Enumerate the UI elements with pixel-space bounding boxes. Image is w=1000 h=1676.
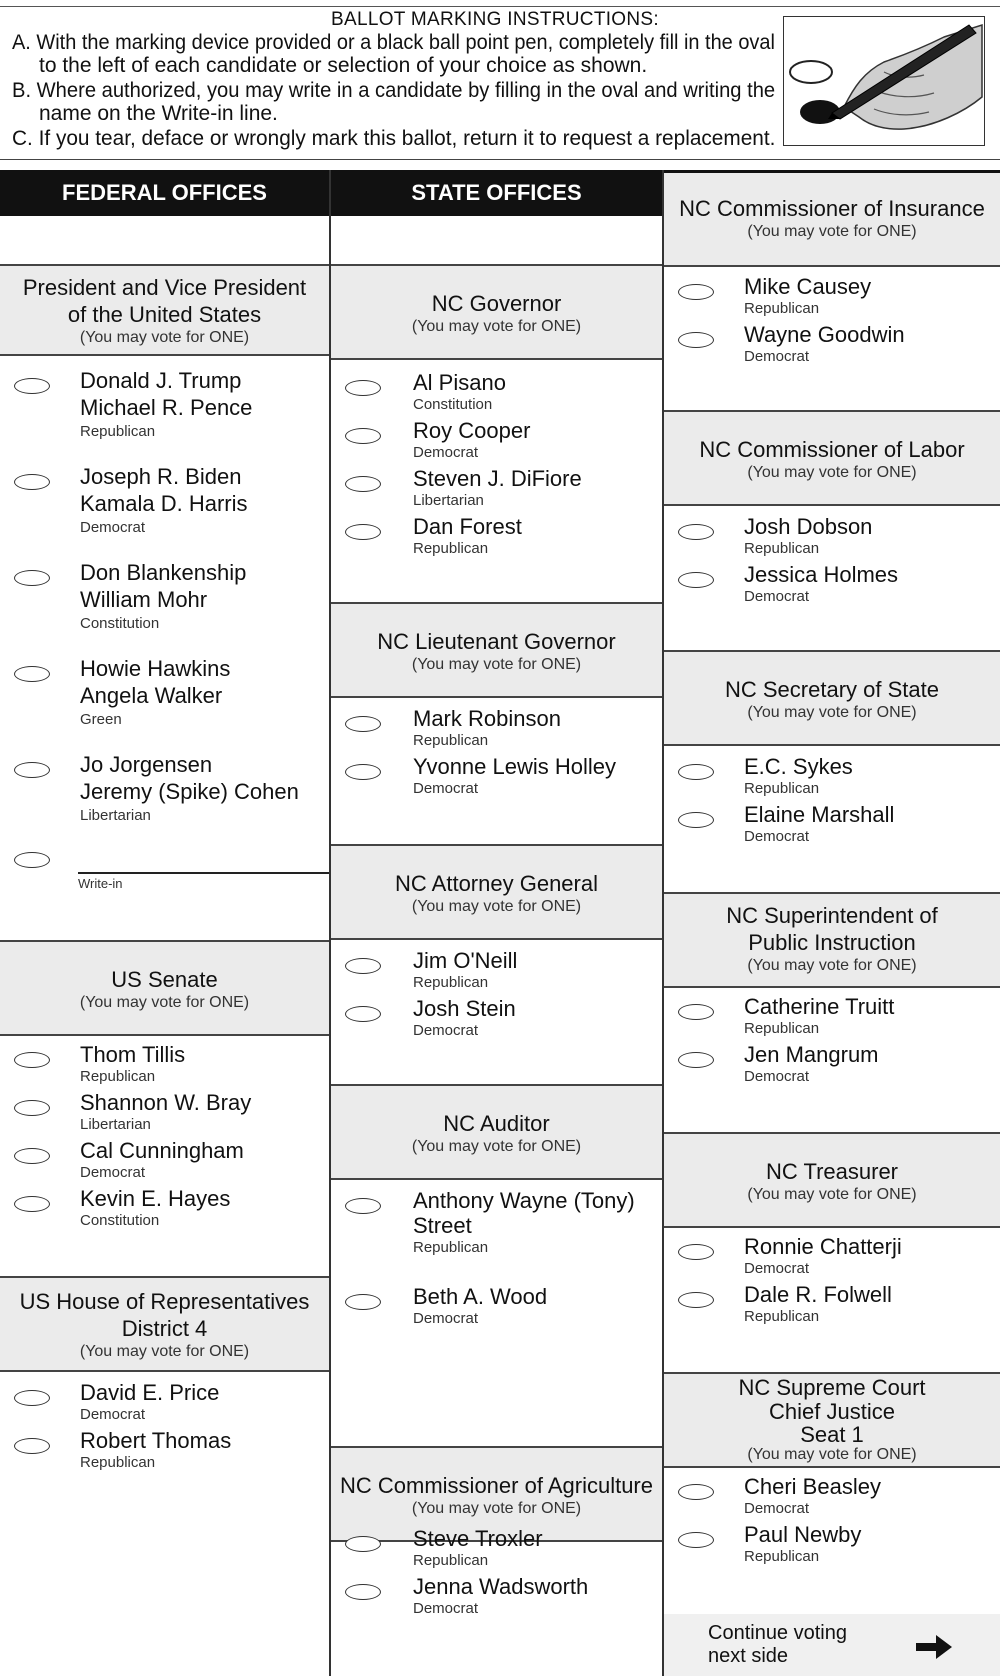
candidate-name: Mark Robinson <box>413 706 561 731</box>
vote-instruction: (You may vote for ONE) <box>747 1186 917 1203</box>
race-title: Public Instruction <box>748 930 916 955</box>
race-title: NC Commissioner of Labor <box>699 437 965 462</box>
candidate-name: Howie Hawkins <box>80 656 231 681</box>
vote-oval[interactable] <box>678 764 714 780</box>
candidate-party: Constitution <box>80 1212 160 1229</box>
marking-instructions <box>0 0 1000 160</box>
candidate-president-blankenship <box>0 560 329 650</box>
candidate-party: Constitution <box>413 396 493 413</box>
candidate-party: Democrat <box>80 519 146 536</box>
candidate-name: Jo Jorgensen <box>80 752 213 777</box>
race-header-president <box>0 264 329 356</box>
race-header-supreme-court <box>664 1372 1000 1468</box>
writein-president <box>0 848 329 908</box>
vote-oval[interactable] <box>345 764 381 780</box>
vote-oval[interactable] <box>678 812 714 828</box>
candidate-name: Jessica Holmes <box>744 562 899 587</box>
vote-instruction: (You may vote for ONE) <box>411 656 582 673</box>
candidate-labor-holmes <box>664 562 1000 608</box>
marking-illustration <box>783 16 985 146</box>
candidate-party: Republican <box>413 1239 489 1256</box>
candidate-superintendent-truitt <box>664 994 1000 1040</box>
candidate-lt-governor-holley <box>331 754 662 800</box>
candidate-name: Thom Tillis <box>80 1042 186 1067</box>
candidate-agriculture-wadsworth <box>331 1574 662 1620</box>
vote-instruction: (You may vote for ONE) <box>411 1138 582 1155</box>
candidate-name: Dan Forest <box>413 514 522 539</box>
race-title: NC Commissioner of Insurance <box>679 196 985 221</box>
federal-offices-header: FEDERAL OFFICES <box>0 170 329 216</box>
race-title: US Senate <box>111 967 218 992</box>
vote-oval[interactable] <box>345 524 381 540</box>
candidate-name: Steven J. DiFiore <box>413 466 582 491</box>
candidate-name: Jen Mangrum <box>744 1042 879 1067</box>
candidate-supreme-court-beasley <box>664 1474 1000 1520</box>
candidate-name: Ronnie Chatterji <box>744 1234 902 1259</box>
race-header-secretary-of-state <box>664 650 1000 746</box>
vote-oval[interactable] <box>345 380 381 396</box>
candidate-party: Constitution <box>80 615 160 632</box>
candidate-party: Republican <box>744 1020 820 1037</box>
vote-oval[interactable] <box>678 1484 714 1500</box>
candidate-party: Republican <box>413 974 489 991</box>
state-offices-header: STATE OFFICES <box>331 170 662 216</box>
candidate-auditor-wood <box>331 1284 662 1330</box>
candidate-name: Street <box>413 1213 472 1238</box>
instruction-line-a-cont: to the left of each candidate or selection of your choice as shown. <box>39 54 648 77</box>
continue-text <box>708 1622 888 1668</box>
candidate-party: Republican <box>744 1548 820 1565</box>
continue-voting-notice <box>664 1614 1000 1676</box>
candidate-name: Jenna Wadsworth <box>413 1574 589 1599</box>
top-rule <box>0 6 1000 7</box>
candidate-president-jorgensen <box>0 752 329 842</box>
race-title: NC Attorney General <box>395 871 598 896</box>
race-title: District 4 <box>121 1316 208 1341</box>
state-offices-column <box>329 170 662 1676</box>
vote-instruction: (You may vote for ONE) <box>79 994 250 1011</box>
vote-oval[interactable] <box>14 762 50 778</box>
candidate-superintendent-mangrum <box>664 1042 1000 1088</box>
race-header-senate <box>0 940 329 1036</box>
vote-oval[interactable] <box>14 1100 50 1116</box>
vote-oval[interactable] <box>345 1006 381 1022</box>
race-title: Chief Justice <box>769 1399 895 1424</box>
right-arrow-icon <box>914 1632 954 1662</box>
candidate-party: Republican <box>80 1068 156 1085</box>
candidate-name: Wayne Goodwin <box>744 322 905 347</box>
candidate-name: Michael R. Pence <box>80 395 253 420</box>
candidate-name: Cheri Beasley <box>744 1474 881 1499</box>
writein-line[interactable] <box>78 872 330 874</box>
vote-instruction: (You may vote for ONE) <box>79 329 250 346</box>
candidate-president-hawkins <box>0 656 329 746</box>
candidate-house-price <box>0 1380 329 1426</box>
race-title: NC Auditor <box>443 1111 550 1136</box>
candidate-party: Libertarian <box>80 807 151 824</box>
instructions-title: BALLOT MARKING INSTRUCTIONS: <box>331 9 659 30</box>
candidate-labor-dobson <box>664 514 1000 560</box>
candidate-name: Kevin E. Hayes <box>80 1186 231 1211</box>
candidate-party: Republican <box>744 540 820 557</box>
race-header-attorney-general <box>331 844 662 940</box>
vote-instruction: (You may vote for ONE) <box>747 1446 917 1463</box>
candidate-party: Democrat <box>744 1260 810 1277</box>
candidate-sos-sykes <box>664 754 1000 800</box>
candidate-party: Republican <box>80 1454 156 1471</box>
vote-oval[interactable] <box>345 716 381 732</box>
vote-oval[interactable] <box>678 1244 714 1260</box>
candidate-name: Steve Troxler <box>413 1526 543 1551</box>
vote-instruction: (You may vote for ONE) <box>411 1500 582 1517</box>
candidate-party: Democrat <box>413 780 479 797</box>
candidate-party: Republican <box>413 540 489 557</box>
vote-oval[interactable] <box>14 1390 50 1406</box>
candidate-party: Libertarian <box>413 492 484 509</box>
vote-oval[interactable] <box>14 666 50 682</box>
vote-instruction: (You may vote for ONE) <box>747 957 917 974</box>
race-header-governor <box>331 264 662 360</box>
vote-oval[interactable] <box>345 428 381 444</box>
race-title: US House of Representatives <box>19 1289 310 1314</box>
candidate-party: Republican <box>744 1308 820 1325</box>
candidate-party: Democrat <box>413 1310 479 1327</box>
candidate-name: Don Blankenship <box>80 560 247 585</box>
candidate-name: Catherine Truitt <box>744 994 895 1019</box>
vote-oval[interactable] <box>678 1292 714 1308</box>
candidate-party: Democrat <box>413 444 479 461</box>
candidate-governor-forest <box>331 514 662 560</box>
candidate-president-trump <box>0 368 329 458</box>
writein-label: Write-in <box>78 876 123 891</box>
vote-instruction: (You may vote for ONE) <box>79 1343 250 1360</box>
candidate-name: Josh Stein <box>413 996 516 1021</box>
candidate-party: Republican <box>413 1552 489 1569</box>
vote-instruction: (You may vote for ONE) <box>747 704 917 721</box>
candidate-party: Democrat <box>413 1600 479 1617</box>
race-title: President and Vice President <box>22 275 307 300</box>
candidate-president-biden <box>0 464 329 554</box>
candidate-name: Jeremy (Spike) Cohen <box>80 779 299 804</box>
candidate-treasurer-chatterji <box>664 1234 1000 1280</box>
vote-oval[interactable] <box>14 378 50 394</box>
candidate-party: Libertarian <box>80 1116 151 1133</box>
candidate-name: E.C. Sykes <box>744 754 853 779</box>
race-title: NC Secretary of State <box>725 677 939 702</box>
race-header-labor <box>664 410 1000 506</box>
race-title: NC Treasurer <box>765 1159 899 1184</box>
candidate-name: Elaine Marshall <box>744 802 895 827</box>
candidate-party: Green <box>80 711 122 728</box>
candidate-sos-marshall <box>664 802 1000 848</box>
instruction-line-c: C. If you tear, deface or wrongly mark this ballot, return it to request a replacement. <box>12 127 776 150</box>
candidate-name: Cal Cunningham <box>80 1138 244 1163</box>
vote-oval[interactable] <box>345 1536 381 1552</box>
state-offices-column-2 <box>662 170 1000 1676</box>
federal-offices-column <box>0 170 329 1676</box>
continue-line-1: Continue voting <box>708 1622 847 1644</box>
candidate-house-thomas <box>0 1428 329 1474</box>
candidate-party: Democrat <box>413 1022 479 1039</box>
race-header-auditor <box>331 1084 662 1180</box>
race-title: of the United States <box>67 302 262 327</box>
candidate-name: Jim O'Neill <box>413 948 518 973</box>
candidate-party: Democrat <box>744 828 810 845</box>
race-title: NC Superintendent of <box>726 903 938 928</box>
race-header-house <box>0 1276 329 1372</box>
vote-oval[interactable] <box>345 1294 381 1310</box>
vote-oval[interactable] <box>345 1198 381 1214</box>
vote-oval[interactable] <box>14 570 50 586</box>
candidate-name: Dale R. Folwell <box>744 1282 892 1307</box>
instruction-line-b: B. Where authorized, you may write in a candidate by filling in the oval and writing the <box>12 79 776 102</box>
vote-oval[interactable] <box>678 332 714 348</box>
candidate-name: Angela Walker <box>80 683 223 708</box>
race-header-superintendent <box>664 892 1000 988</box>
candidate-supreme-court-newby <box>664 1522 1000 1568</box>
candidate-governor-pisano <box>331 370 662 416</box>
candidate-governor-cooper <box>331 418 662 464</box>
candidate-party: Republican <box>413 732 489 749</box>
candidate-name: Roy Cooper <box>413 418 531 443</box>
race-title: NC Commissioner of Agriculture <box>340 1473 653 1498</box>
vote-oval[interactable] <box>14 1052 50 1068</box>
vote-instruction: (You may vote for ONE) <box>411 318 582 335</box>
candidate-name: Paul Newby <box>744 1522 862 1547</box>
race-header-treasurer <box>664 1132 1000 1228</box>
candidate-name: Josh Dobson <box>744 514 873 539</box>
vote-oval[interactable] <box>14 1438 50 1454</box>
hand-marking-oval-icon <box>784 17 984 145</box>
vote-instruction: (You may vote for ONE) <box>747 223 917 240</box>
candidate-party: Democrat <box>80 1406 146 1423</box>
vote-oval[interactable] <box>678 524 714 540</box>
vote-oval[interactable] <box>678 572 714 588</box>
race-title: Seat 1 <box>800 1422 864 1447</box>
race-header-insurance <box>664 173 1000 267</box>
candidate-party: Democrat <box>744 588 810 605</box>
candidate-name: Beth A. Wood <box>413 1284 548 1309</box>
candidate-ag-stein <box>331 996 662 1042</box>
candidate-party: Democrat <box>744 348 810 365</box>
vote-oval[interactable] <box>345 1584 381 1600</box>
candidate-name: Joseph R. Biden <box>80 464 242 489</box>
candidate-governor-difiore <box>331 466 662 512</box>
candidate-name: Anthony Wayne (Tony) <box>413 1188 635 1213</box>
candidate-treasurer-folwell <box>664 1282 1000 1328</box>
candidate-party: Republican <box>80 423 156 440</box>
vote-oval[interactable] <box>14 1196 50 1212</box>
vote-oval[interactable] <box>14 1148 50 1164</box>
candidate-name: Al Pisano <box>413 370 506 395</box>
candidate-party: Democrat <box>744 1500 810 1517</box>
candidate-ag-oneill <box>331 948 662 994</box>
race-title: NC Lieutenant Governor <box>377 629 616 654</box>
vote-oval[interactable] <box>678 1052 714 1068</box>
candidate-insurance-causey <box>664 274 1000 320</box>
candidate-name: Robert Thomas <box>80 1428 232 1453</box>
candidate-lt-governor-robinson <box>331 706 662 752</box>
continue-line-2: next side <box>708 1645 789 1667</box>
candidate-senate-hayes <box>0 1186 329 1232</box>
candidate-party: Democrat <box>744 1068 810 1085</box>
vote-oval[interactable] <box>14 852 50 868</box>
instruction-line-b-cont: name on the Write-in line. <box>39 102 278 125</box>
race-title: NC Supreme Court <box>738 1375 926 1400</box>
candidate-senate-bray <box>0 1090 329 1136</box>
candidate-name: Kamala D. Harris <box>80 491 248 516</box>
candidate-auditor-street <box>331 1188 662 1278</box>
candidate-party: Republican <box>744 300 820 317</box>
vote-oval[interactable] <box>345 476 381 492</box>
candidate-senate-cunningham <box>0 1138 329 1184</box>
instruction-line-a: A. With the marking device provided or a black ball point pen, completely fill in the oval <box>12 31 775 54</box>
candidate-name: William Mohr <box>80 587 208 612</box>
candidate-name: Yvonne Lewis Holley <box>413 754 617 779</box>
candidate-party: Democrat <box>80 1164 146 1181</box>
vote-oval[interactable] <box>345 958 381 974</box>
candidate-insurance-goodwin <box>664 322 1000 368</box>
candidate-senate-tillis <box>0 1042 329 1088</box>
candidate-name: Mike Causey <box>744 274 872 299</box>
race-header-lt-governor <box>331 602 662 698</box>
vote-oval[interactable] <box>678 1004 714 1020</box>
candidate-agriculture-troxler <box>331 1526 662 1572</box>
vote-instruction: (You may vote for ONE) <box>411 898 582 915</box>
race-title: NC Governor <box>431 291 562 316</box>
vote-oval[interactable] <box>678 284 714 300</box>
vote-oval[interactable] <box>14 474 50 490</box>
vote-instruction: (You may vote for ONE) <box>747 464 917 481</box>
vote-oval[interactable] <box>678 1532 714 1548</box>
candidate-name: David E. Price <box>80 1380 220 1405</box>
candidate-name: Shannon W. Bray <box>80 1090 252 1115</box>
candidate-name: Donald J. Trump <box>80 368 242 393</box>
candidate-party: Republican <box>744 780 820 797</box>
